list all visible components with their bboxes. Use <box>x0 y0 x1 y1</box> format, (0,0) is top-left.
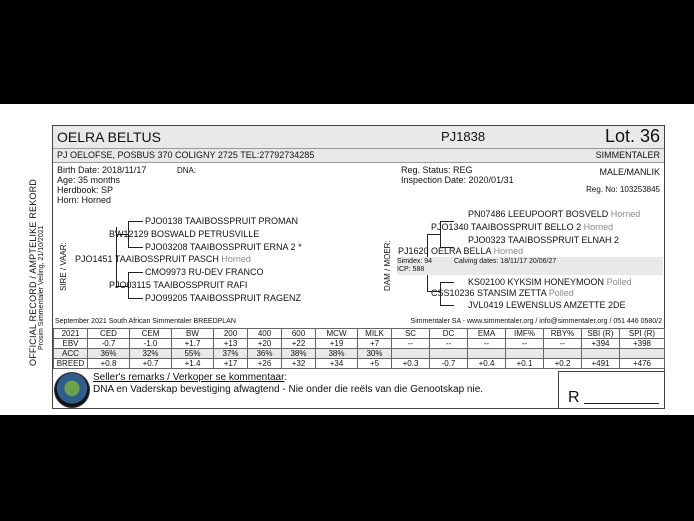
dam-sire-sire <box>468 209 640 219</box>
ebv-cell: +13 <box>214 339 248 349</box>
ebv-cell: BREED <box>54 359 88 369</box>
dam-sire <box>431 222 613 232</box>
sire-horn: Horned <box>221 254 251 264</box>
ebv-header-cell: DC <box>430 329 468 339</box>
dam-dam-text: CSS10236 STANSIM ZETTA <box>431 288 547 298</box>
ebv-cell: +20 <box>248 339 282 349</box>
ebv-header-cell: EMA <box>468 329 506 339</box>
ebv-header-cell: SPI (R) <box>620 329 665 339</box>
ebv-row <box>54 349 665 359</box>
birth-date: Birth Date: 2018/11/17 <box>57 165 147 175</box>
ebv-cell <box>430 349 468 359</box>
price-prefix: R <box>568 389 580 406</box>
ebv-cell: -- <box>430 339 468 349</box>
sire-dam-dam: PJO99205 TAAIBOSSPRUIT RAGENZ <box>145 293 302 303</box>
ebv-header-cell: RBY% <box>544 329 582 339</box>
dam-line <box>427 234 440 235</box>
official-record-label: OFFICIAL RECORD / AMPTELIKE REKORD <box>28 179 38 366</box>
ebv-cell: +0.7 <box>130 359 172 369</box>
reg-number: Reg. No: 103253845 <box>586 185 660 194</box>
sire-name-text: PJO1451 TAAIBOSSPRUIT PASCH <box>75 254 219 264</box>
sire-sire: BW12129 BOSWALD PETRUSVILLE <box>109 229 260 239</box>
breed-text: SIMMENTALER <box>595 150 660 160</box>
ebv-cell: +22 <box>282 339 316 349</box>
ebv-cell <box>582 349 620 359</box>
animal-reg: PJ1838 <box>441 129 486 144</box>
ebv-cell: +5 <box>358 359 392 369</box>
ebv-cell: +0.4 <box>468 359 506 369</box>
dam-icp: ICP: 588 <box>397 266 425 273</box>
dam-label: DAM / MOER: <box>383 240 392 291</box>
ebv-header-cell: SC <box>392 329 430 339</box>
dam-dam-sire-horn: Polled <box>606 277 632 287</box>
ebv-cell: -0.7 <box>430 359 468 369</box>
ebv-cell: +491 <box>582 359 620 369</box>
simmentaler-logo <box>54 372 90 408</box>
ebv-cell: +1.7 <box>172 339 214 349</box>
ebv-cell: 55% <box>172 349 214 359</box>
ebv-cell <box>544 349 582 359</box>
ebv-cell: EBV <box>54 339 88 349</box>
ebv-cell: +476 <box>620 359 665 369</box>
ebv-header-cell: CED <box>88 329 130 339</box>
dam-simdex: Simdex: 94 <box>397 258 433 265</box>
horn-status: Horn: Horned <box>57 195 112 205</box>
dna-label: DNA: <box>177 166 197 175</box>
dam-line <box>440 305 454 306</box>
ebv-cell <box>468 349 506 359</box>
dam-horn: Horned <box>493 246 524 256</box>
reg-status: Reg. Status: REG <box>401 165 473 175</box>
ebv-cell <box>620 349 665 359</box>
ebv-cell: -0.7 <box>88 339 130 349</box>
dam-sire-horn: Horned <box>583 222 614 232</box>
auction-label: Prosim Simmentaler Veiling, 21/10/2021 <box>38 225 45 350</box>
sex: MALE/MANLIK <box>599 167 660 177</box>
remarks-title: Seller's remarks / Verkoper se kommentaar <box>93 372 285 383</box>
ebv-cell: +0.2 <box>544 359 582 369</box>
sire-line <box>128 298 143 299</box>
sire-sire-sire: PJO0138 TAAIBOSSPRUIT PROMAN <box>145 216 299 226</box>
sire-sire-dam: PJO03208 TAAIBOSSPRUIT ERNA 2 * <box>145 242 302 252</box>
age: Age: 35 months <box>57 175 121 185</box>
sire-name <box>75 254 251 264</box>
ebv-cell: -- <box>506 339 544 349</box>
dam-dam-dam: JVL0419 LEWENSLUS AMZETTE 2DE <box>468 300 626 310</box>
price-box <box>558 371 664 408</box>
dam-name-text: PJ1620 OELRA BELLA <box>398 246 492 256</box>
ebv-cell: -- <box>468 339 506 349</box>
ebv-cell: +394 <box>582 339 620 349</box>
remarks-text: DNA en Vaderskap bevestiging afwagtend - Nie onder die reëls van die Genootskap nie. <box>93 384 484 395</box>
price-line <box>584 403 659 404</box>
remarks-colon: : <box>284 372 288 383</box>
dam-sire-dam: PJO0323 TAAIBOSSPRUIT ELNAH 2 <box>468 235 620 245</box>
animal-name: OELRA BELTUS <box>57 129 162 145</box>
ebv-cell: +34 <box>316 359 358 369</box>
remarks-heading <box>93 372 287 383</box>
ebv-cell: 38% <box>282 349 316 359</box>
ebv-cell: -- <box>392 339 430 349</box>
ebv-header-cell: BW <box>172 329 214 339</box>
dam-dam-sire <box>468 277 632 287</box>
contact-note: Simmentaler SA - www.simmentaler.org / info@simmentaler.org / 051 446 0580/2 <box>410 318 662 325</box>
ebv-cell: 36% <box>88 349 130 359</box>
lot-number: Lot. 36 <box>604 126 660 146</box>
ebv-cell: 37% <box>214 349 248 359</box>
ebv-cell: +0.8 <box>88 359 130 369</box>
side-label <box>8 104 48 415</box>
ebv-cell: -- <box>544 339 582 349</box>
owner-text: PJ OELOFSE, POSBUS 370 COLIGNY 2725 TEL:27792734285 <box>57 150 315 160</box>
herdbook: Herdbook: SP <box>57 185 114 195</box>
ebv-cell <box>506 349 544 359</box>
ebv-header-cell: MCW <box>316 329 358 339</box>
breedplan-note: September 2021 South African Simmentaler BREEDPLAN <box>55 318 236 325</box>
ebv-cell: 38% <box>316 349 358 359</box>
ebv-cell: 36% <box>248 349 282 359</box>
sire-dam-sire: CMO9973 RU-DEV FRANCO <box>145 267 264 277</box>
ebv-cell: 32% <box>130 349 172 359</box>
dam-line <box>440 282 454 283</box>
ebv-cell: ACC <box>54 349 88 359</box>
ebv-row <box>54 339 665 349</box>
lot-card <box>52 125 665 409</box>
dam-calving: Calving dates: 18/11/17 20/06/27 <box>454 258 557 265</box>
sire-line <box>128 247 143 248</box>
dam-sire-sire-horn: Horned <box>610 209 641 219</box>
dam-sire-sire-text: PN07486 LEEUPOORT BOSVELD <box>468 209 609 219</box>
dam-sire-text: PJO1340 TAAIBOSSPRUIT BELLO 2 <box>431 222 582 232</box>
ebv-header-cell: 2021 <box>54 329 88 339</box>
owner-bar <box>53 149 664 163</box>
ebv-header-row <box>54 329 665 339</box>
ebv-cell: +19 <box>316 339 358 349</box>
ebv-header-cell: 600 <box>282 329 316 339</box>
ebv-cell: +1.4 <box>172 359 214 369</box>
sire-dam: PJO03115 TAAIBOSSPRUIT RAFI <box>109 280 248 290</box>
ebv-cell: -1.0 <box>130 339 172 349</box>
ebv-table <box>53 328 665 369</box>
ebv-cell: +26 <box>248 359 282 369</box>
ebv-cell: +0.1 <box>506 359 544 369</box>
dam-dam-sire-text: KS02100 KYKSIM HONEYMOON <box>468 277 605 287</box>
title-bar <box>53 126 664 149</box>
ebv-header-cell: IMF% <box>506 329 544 339</box>
sire-line <box>128 272 143 273</box>
sire-label: SIRE / VAAR: <box>59 242 68 291</box>
dam-name <box>398 246 523 256</box>
ebv-header-cell: MILK <box>358 329 392 339</box>
dam-stats-box <box>397 257 663 275</box>
inspection-date: Inspection Date: 2020/01/31 <box>401 175 514 185</box>
ebv-header-cell: 400 <box>248 329 282 339</box>
ebv-header-cell: SBI (R) <box>582 329 620 339</box>
dam-dam <box>431 288 574 298</box>
ebv-row <box>54 359 665 369</box>
ebv-cell: +17 <box>214 359 248 369</box>
sire-line <box>128 221 143 222</box>
ebv-cell: +32 <box>282 359 316 369</box>
dam-dam-horn: Polled <box>548 288 574 298</box>
ebv-header-cell: CEM <box>130 329 172 339</box>
ebv-cell: +7 <box>358 339 392 349</box>
ebv-table-body <box>54 329 665 369</box>
ebv-cell: +0.3 <box>392 359 430 369</box>
ebv-cell: 30% <box>358 349 392 359</box>
ebv-header-cell: 200 <box>214 329 248 339</box>
ebv-cell: +398 <box>620 339 665 349</box>
ebv-cell <box>392 349 430 359</box>
